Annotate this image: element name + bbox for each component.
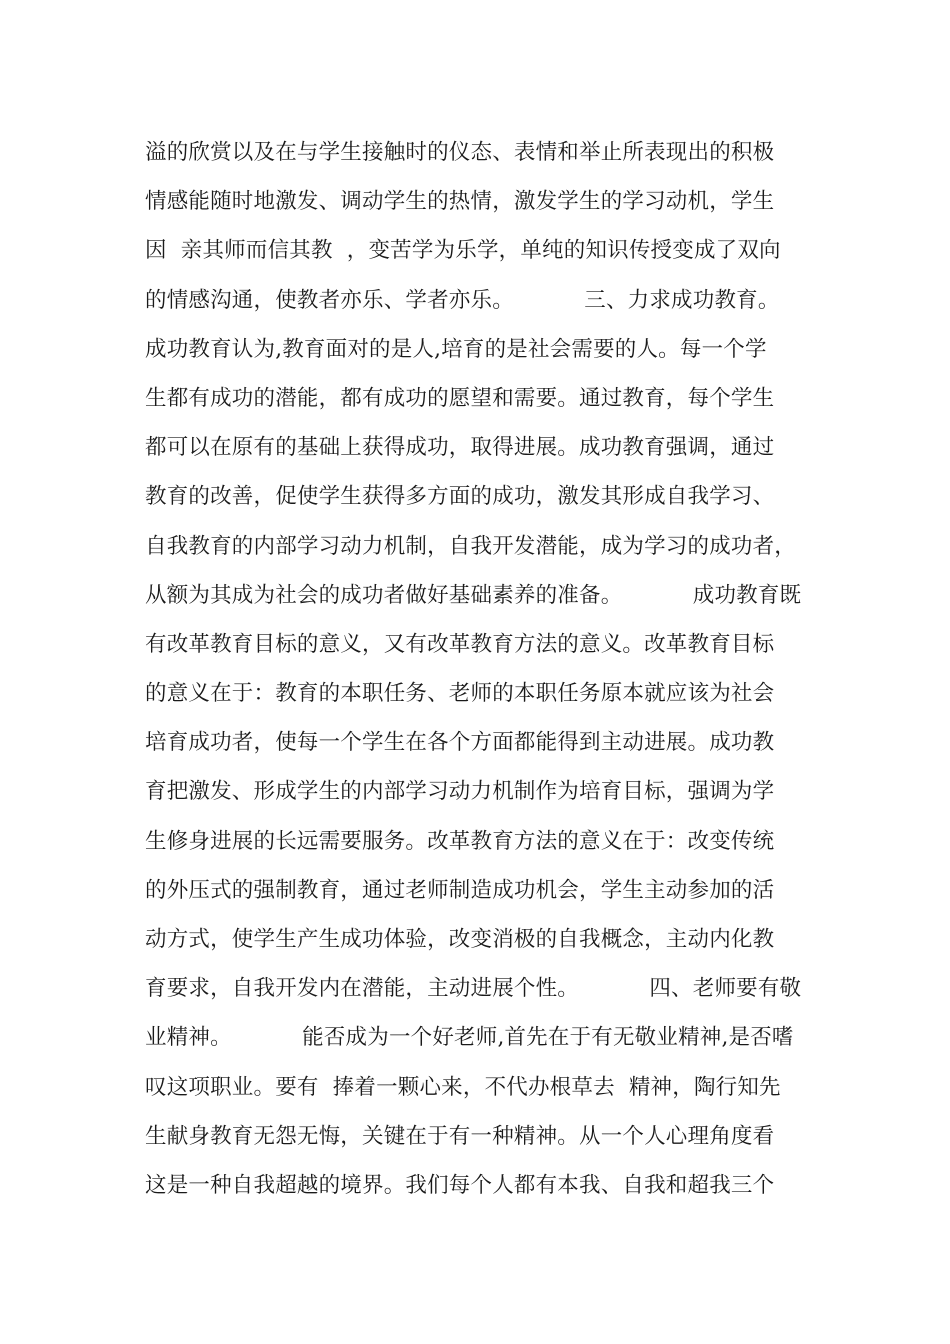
text-line: 培育成功者，使每一个学生在各个方面都能得到主动进展。成功教: [145, 730, 775, 756]
text-line: 情感能随时地激发、调动学生的热情，激发学生的学习动机，学生: [145, 189, 775, 215]
text-line: 的意义在于：教育的本职任务、老师的本职任务原本就应该为社会: [145, 681, 775, 707]
text-line: 的情感沟通，使教者亦乐、学者亦乐。 三、力求成功教育。: [145, 287, 780, 313]
text-line: 动方式，使学生产生成功体验，改变消极的自我概念，主动内化教: [145, 927, 775, 952]
text-line: 生修身进展的长远需要服务。改革教育方法的意义在于：改变传统: [145, 828, 775, 854]
text-line: 生都有成功的潜能，都有成功的愿望和需要。通过教育，每个学生: [145, 385, 775, 411]
text-line: 叹这项职业。要有 捧着一颗心来，不代办根草去 精神，陶行知先: [145, 1074, 781, 1100]
text-line: 从额为其成为社会的成功者做好基础素养的准备。 成功教育既: [145, 582, 802, 608]
text-line: 因 亲其师而信其教 ，变苦学为乐学，单纯的知识传授变成了双向: [145, 238, 781, 264]
text-line: 自我教育的内部学习动力机制，自我开发潜能，成为学习的成功者，: [145, 533, 797, 559]
text-line: 成功教育认为,教育面对的是人,培育的是社会需要的人。每一个学: [145, 336, 767, 362]
text-line: 有改革教育目标的意义，又有改革教育方法的意义。改革教育目标: [145, 631, 775, 657]
text-line: 育要求，自我开发内在潜能，主动进展个性。 四、老师要有敬: [145, 976, 802, 1002]
text-line: 育把激发、形成学生的内部学习动力机制作为培育目标，强调为学: [145, 779, 775, 805]
text-line: 业精神。 能否成为一个好老师,首先在于有无敬业精神,是否嗜: [145, 1025, 794, 1051]
text-line: 都可以在原有的基础上获得成功，取得进展。成功教育强调，通过: [145, 435, 775, 461]
text-line: 生献身教育无怨无悔，关键在于有一种精神。从一个人心理角度看: [145, 1123, 775, 1149]
text-line: 这是一种自我超越的境界。我们每个人都有本我、自我和超我三个: [145, 1172, 775, 1198]
text-line: 的外压式的强制教育，通过老师制造成功机会，学生主动参加的活: [145, 877, 775, 903]
body-text: [145, 136, 815, 1218]
text-line: 溢的欣赏以及在与学生接触时的仪态、表情和举止所表现出的积极: [145, 140, 775, 165]
text-line: 教育的改善，促使学生获得多方面的成功，激发其形成自我学习、: [145, 484, 775, 510]
